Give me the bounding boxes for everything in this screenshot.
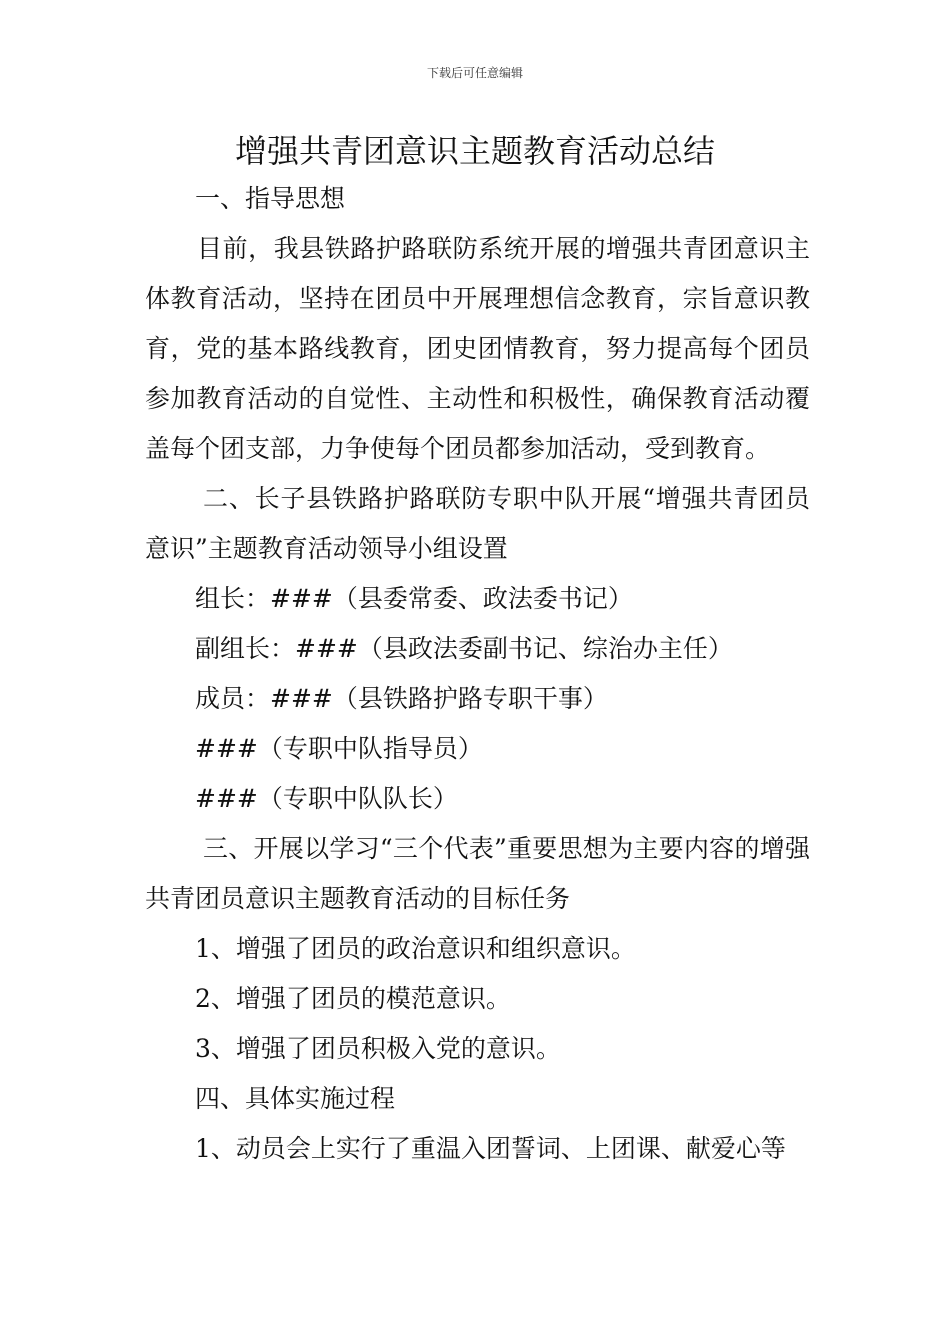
goal-item-2: 2、增强了团员的模范意识。	[195, 984, 511, 1013]
member-line: 成员：###（县铁路护路专职干事）	[195, 684, 608, 713]
document-title: 增强共青团意识主题教育活动总结	[234, 132, 715, 170]
section-heading-2: 二、长子县铁路护路联防专职中队开展“增强共青团员意识”主题教育活动领导小组设置	[145, 484, 810, 563]
leader-line: 组长：###（县委常委、政法委书记）	[195, 584, 633, 613]
member-line-instructor: ###（专职中队指导员）	[195, 734, 483, 763]
section-heading-4: 四、具体实施过程	[195, 1084, 396, 1113]
process-item-1: 1、动员会上实行了重温入团誓词、上团课、献爱心等	[195, 1134, 786, 1163]
document-body	[145, 174, 810, 1174]
body-paragraph-guiding-thought: 目前，我县铁路护路联防系统开展的增强共青团意识主体教育活动，坚持在团员中开展理想信念教育，宗旨意识教育，党的基本路线教育，团史团情教育，努力提高每个团员参加教育活动的自觉性、主动性和积极性，确保教育活动覆盖每个团支部，力争使每个团员都参加活动，受到教育。	[145, 234, 810, 463]
deputy-leader-line: 副组长：###（县政法委副书记、综治办主任）	[195, 634, 733, 663]
goal-item-1: 1、增强了团员的政治意识和组织意识。	[195, 934, 636, 963]
page-header-note: 下载后可任意编辑	[426, 66, 523, 80]
section-heading-3: 三、开展以学习“三个代表”重要思想为主要内容的增强共青团员意识主题教育活动的目标任务	[145, 834, 810, 913]
section-heading-1: 一、指导思想	[195, 184, 346, 213]
goal-item-3: 3、增强了团员积极入党的意识。	[195, 1034, 561, 1063]
member-line-captain: ###（专职中队队长）	[195, 784, 458, 813]
